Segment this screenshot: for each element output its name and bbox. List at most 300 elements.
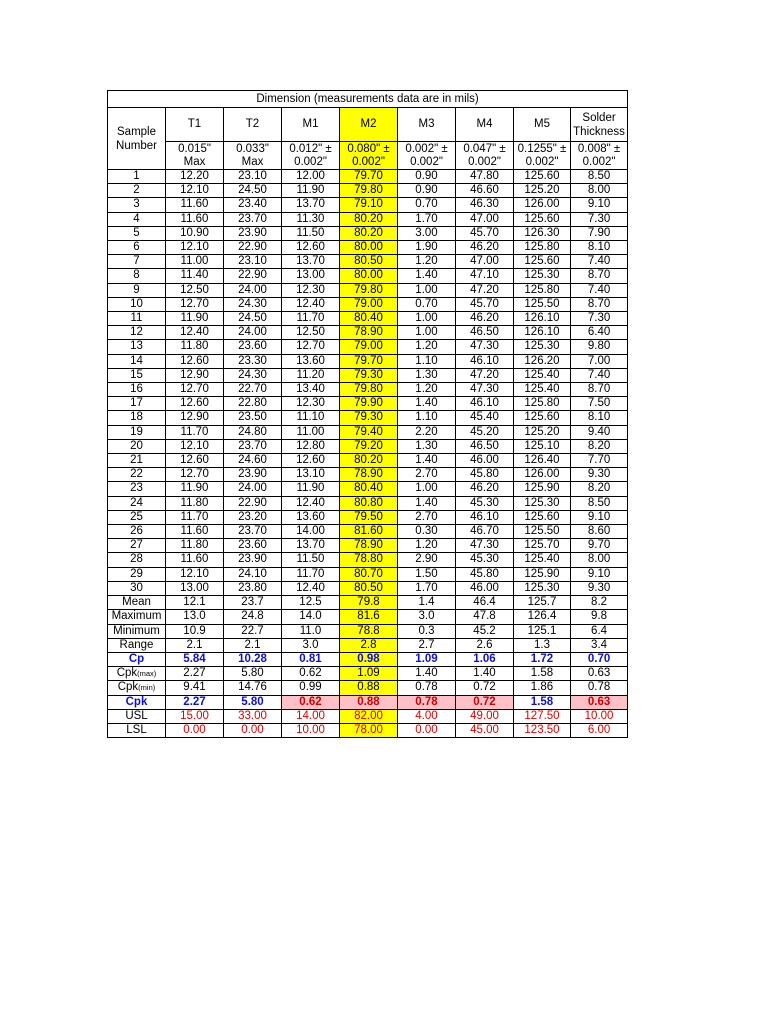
table-cell: 2.1 [166,638,224,652]
table-cell: 1.20 [398,383,456,397]
table-cell: 80.80 [340,496,398,510]
table-cell: 0.78 [571,681,628,695]
dimension-table [107,90,628,738]
table-row [108,454,628,468]
table-cell: 49.00 [456,709,514,723]
table-row [108,212,628,226]
table-cell: 125.60 [514,510,571,524]
table-cell: 79.50 [340,510,398,524]
table-row [108,425,628,439]
table-cell: 13.00 [166,581,224,595]
table-cell: 10.28 [224,652,282,666]
table-cell: 11.70 [166,425,224,439]
minimum-row [108,624,628,638]
row-label: 18 [108,411,166,425]
table-cell: 0.63 [571,695,628,709]
table-cell: 3.0 [398,610,456,624]
row-label: 22 [108,468,166,482]
table-cell: 12.60 [166,354,224,368]
table-cell: 126.30 [514,226,571,240]
table-cell: 125.50 [514,297,571,311]
table-cell: 12.30 [282,283,340,297]
table-cell: 11.60 [166,212,224,226]
table-cell: 1.40 [398,667,456,681]
row-label: 8 [108,269,166,283]
table-row [108,411,628,425]
table-cell: 0.72 [456,695,514,709]
table-cell: 79.80 [340,383,398,397]
table-cell: 1.90 [398,241,456,255]
table-cell: 8.00 [571,184,628,198]
table-cell: 11.00 [166,255,224,269]
table-cell: 78.80 [340,553,398,567]
table-cell: 13.70 [282,539,340,553]
table-cell: 45.70 [456,297,514,311]
table-row [108,184,628,198]
table-cell: 1.40 [398,269,456,283]
table-cell: 126.4 [514,610,571,624]
table-cell: 2.1 [224,638,282,652]
table-cell: 12.60 [166,454,224,468]
table-cell: 1.09 [340,667,398,681]
row-label: 26 [108,525,166,539]
table-cell: 79.70 [340,170,398,184]
table-cell: 80.70 [340,567,398,581]
table-row [108,383,628,397]
table-cell: 47.30 [456,340,514,354]
table-row [108,255,628,269]
table-cell: 125.40 [514,383,571,397]
cpk-max-row [108,667,628,681]
row-label: 30 [108,581,166,595]
table-cell: 11.90 [282,482,340,496]
table-cell: 80.20 [340,454,398,468]
cpk-sub-label: (max) [137,669,157,679]
table-cell: 1.86 [514,681,571,695]
row-label: 13 [108,340,166,354]
table-cell: 9.41 [166,681,224,695]
table-cell: 125.60 [514,255,571,269]
table-cell: 9.80 [571,340,628,354]
table-cell: 46.10 [456,510,514,524]
row-label: 2 [108,184,166,198]
table-cell: 125.30 [514,269,571,283]
row-label: 27 [108,539,166,553]
table-cell: 7.40 [571,255,628,269]
row-label: 1 [108,170,166,184]
table-row [108,496,628,510]
table-cell: 47.10 [456,269,514,283]
row-label: 4 [108,212,166,226]
table-cell: 12.60 [282,454,340,468]
table-cell: 125.60 [514,170,571,184]
table-cell: 1.00 [398,482,456,496]
row-label: 10 [108,297,166,311]
table-cell: 0.70 [398,297,456,311]
table-cell: 80.20 [340,226,398,240]
table-cell: 46.30 [456,198,514,212]
row-label: Range [108,638,166,652]
table-cell: 79.00 [340,297,398,311]
table-cell: 9.10 [571,567,628,581]
table-cell: 11.90 [166,482,224,496]
table-cell: 24.80 [224,425,282,439]
table-cell: 13.60 [282,354,340,368]
column-header: M2 [340,108,398,142]
table-cell: 0.78 [398,681,456,695]
table-cell: 125.50 [514,525,571,539]
table-cell: 22.90 [224,496,282,510]
table-cell: 79.80 [340,184,398,198]
table-cell: 7.90 [571,226,628,240]
table-cell: 0.00 [398,723,456,737]
table-row [108,539,628,553]
table-cell: 0.88 [340,695,398,709]
table-cell: 13.10 [282,468,340,482]
table-cell: 79.30 [340,368,398,382]
table-cell: 78.90 [340,539,398,553]
table-cell: 13.60 [282,510,340,524]
table-cell: 12.40 [282,496,340,510]
table-cell: 47.80 [456,170,514,184]
table-cell: 11.10 [282,411,340,425]
table-row [108,553,628,567]
column-spec: 0.1255" ± 0.002" [514,142,571,170]
table-cell: 1.4 [398,596,456,610]
table-cell: 1.70 [398,581,456,595]
table-row [108,482,628,496]
table-cell: 23.70 [224,439,282,453]
table-row [108,170,628,184]
column-spec: 0.012" ± 0.002" [282,142,340,170]
table-cell: 47.20 [456,368,514,382]
row-label: Cpk [108,695,166,709]
table-cell: 12.10 [166,567,224,581]
table-cell: 125.30 [514,581,571,595]
row-label [108,667,166,681]
row-label: 7 [108,255,166,269]
table-cell: 46.10 [456,354,514,368]
table-row [108,241,628,255]
table-cell: 2.70 [398,468,456,482]
table-row [108,567,628,581]
table-cell: 22.70 [224,383,282,397]
table-cell: 11.70 [166,510,224,524]
table-cell: 1.10 [398,354,456,368]
table-cell: 12.40 [282,581,340,595]
row-label: 15 [108,368,166,382]
table-cell: 47.30 [456,539,514,553]
row-label: 19 [108,425,166,439]
table-row [108,198,628,212]
table-cell: 11.60 [166,198,224,212]
table-cell: 125.40 [514,553,571,567]
table-row [108,397,628,411]
table-cell: 23.40 [224,198,282,212]
table-cell: 23.90 [224,553,282,567]
table-row [108,340,628,354]
table-cell: 7.00 [571,354,628,368]
table-cell: 125.80 [514,397,571,411]
table-cell: 4.00 [398,709,456,723]
table-cell: 80.50 [340,255,398,269]
cp-row [108,652,628,666]
table-cell: 23.90 [224,468,282,482]
table-cell: 10.00 [282,723,340,737]
table-cell: 12.90 [166,368,224,382]
table-cell: 125.90 [514,482,571,496]
table-cell: 11.40 [166,269,224,283]
table-cell: 24.00 [224,326,282,340]
table-cell: 8.2 [571,596,628,610]
cpk-row [108,695,628,709]
table-cell: 45.2 [456,624,514,638]
table-cell: 24.00 [224,482,282,496]
table-cell: 79.30 [340,411,398,425]
table-cell: 12.40 [282,297,340,311]
table-cell: 0.70 [398,198,456,212]
table-cell: 45.30 [456,496,514,510]
table-cell: 79.00 [340,340,398,354]
column-header: T2 [224,108,282,142]
table-row [108,297,628,311]
table-cell: 23.70 [224,212,282,226]
table-cell: 11.90 [282,184,340,198]
table-cell: 0.62 [282,695,340,709]
table-cell: 12.70 [166,383,224,397]
table-cell: 79.8 [340,596,398,610]
column-header: M5 [514,108,571,142]
table-cell: 22.90 [224,269,282,283]
table-cell: 0.99 [282,681,340,695]
row-label: 14 [108,354,166,368]
table-cell: 125.30 [514,340,571,354]
table-cell: 15.00 [166,709,224,723]
row-label: 5 [108,226,166,240]
table-cell: 46.10 [456,397,514,411]
table-cell: 24.50 [224,184,282,198]
table-row [108,468,628,482]
table-cell: 23.10 [224,255,282,269]
table-row [108,312,628,326]
row-label: 9 [108,283,166,297]
table-cell: 14.76 [224,681,282,695]
table-cell: 24.30 [224,368,282,382]
table-cell: 12.50 [282,326,340,340]
table-cell: 11.80 [166,539,224,553]
table-cell: 24.30 [224,297,282,311]
lsl-row [108,723,628,737]
table-cell: 13.40 [282,383,340,397]
row-label: 16 [108,383,166,397]
table-cell: 81.60 [340,525,398,539]
column-header: M4 [456,108,514,142]
table-cell: 1.20 [398,340,456,354]
table-cell: 1.40 [398,397,456,411]
table-cell: 47.00 [456,255,514,269]
table-cell: 126.00 [514,468,571,482]
row-label: Minimum [108,624,166,638]
table-cell: 126.40 [514,454,571,468]
table-cell: 33.00 [224,709,282,723]
table-cell: 0.00 [166,723,224,737]
table-cell: 23.60 [224,539,282,553]
table-cell: 12.50 [166,283,224,297]
table-cell: 79.10 [340,198,398,212]
table-cell: 10.9 [166,624,224,638]
table-cell: 1.58 [514,667,571,681]
table-cell: 79.80 [340,283,398,297]
column-spec: 0.008" ± 0.002" [571,142,628,170]
table-cell: 78.90 [340,468,398,482]
table-cell: 9.30 [571,581,628,595]
table-cell: 0.90 [398,184,456,198]
table-cell: 23.90 [224,226,282,240]
row-label: LSL [108,723,166,737]
table-cell: 47.00 [456,212,514,226]
table-cell: 23.10 [224,170,282,184]
row-label: Maximum [108,610,166,624]
table-row [108,226,628,240]
table-cell: 22.7 [224,624,282,638]
row-label: Mean [108,596,166,610]
table-cell: 12.1 [166,596,224,610]
table-cell: 47.30 [456,383,514,397]
row-label: Cp [108,652,166,666]
table-cell: 126.00 [514,198,571,212]
table-cell: 45.00 [456,723,514,737]
table-cell: 0.30 [398,525,456,539]
column-spec: 0.015" Max [166,142,224,170]
table-cell: 10.00 [571,709,628,723]
table-cell: 125.80 [514,283,571,297]
table-row [108,283,628,297]
table-cell: 125.20 [514,184,571,198]
table-cell: 24.10 [224,567,282,581]
table-cell: 12.60 [282,241,340,255]
table-cell: 7.30 [571,312,628,326]
table-cell: 125.60 [514,212,571,226]
table-cell: 125.70 [514,539,571,553]
usl-row [108,709,628,723]
table-cell: 47.20 [456,283,514,297]
cpk-sub-label: (min) [138,683,156,693]
column-spec: 0.080" ± 0.002" [340,142,398,170]
table-cell: 1.00 [398,326,456,340]
table-cell: 45.30 [456,553,514,567]
table-cell: 8.70 [571,297,628,311]
table-cell: 11.50 [282,226,340,240]
table-cell: 126.10 [514,326,571,340]
table-cell: 0.98 [340,652,398,666]
row-label: 24 [108,496,166,510]
table-cell: 12.20 [166,170,224,184]
table-cell: 8.70 [571,383,628,397]
table-cell: 23.70 [224,525,282,539]
range-row [108,638,628,652]
table-cell: 46.4 [456,596,514,610]
table-cell: 78.8 [340,624,398,638]
table-row [108,439,628,453]
table-cell: 82.00 [340,709,398,723]
table-title: Dimension (measurements data are in mils) [108,91,628,108]
row-label: 20 [108,439,166,453]
table-cell: 125.90 [514,567,571,581]
table-cell: 1.30 [398,439,456,453]
table-row [108,269,628,283]
table-cell: 126.20 [514,354,571,368]
table-cell: 7.50 [571,397,628,411]
table-cell: 0.78 [398,695,456,709]
mean-row [108,596,628,610]
table-cell: 1.20 [398,539,456,553]
sample-number-header: Sample Number [108,108,166,170]
table-cell: 12.5 [282,596,340,610]
column-spec: 0.047" ± 0.002" [456,142,514,170]
table-cell: 9.10 [571,510,628,524]
table-cell: 23.7 [224,596,282,610]
row-label: 3 [108,198,166,212]
table-cell: 10.90 [166,226,224,240]
table-cell: 0.00 [224,723,282,737]
table-cell: 11.60 [166,553,224,567]
table-cell: 0.62 [282,667,340,681]
table-cell: 2.70 [398,510,456,524]
table-cell: 2.90 [398,553,456,567]
table-cell: 23.20 [224,510,282,524]
table-cell: 45.80 [456,567,514,581]
table-cell: 12.40 [166,326,224,340]
table-cell: 9.8 [571,610,628,624]
table-cell: 11.20 [282,368,340,382]
table-row [108,326,628,340]
table-cell: 46.00 [456,581,514,595]
table-cell: 23.80 [224,581,282,595]
table-cell: 0.72 [456,681,514,695]
table-cell: 1.72 [514,652,571,666]
table-cell: 11.50 [282,553,340,567]
row-label: 17 [108,397,166,411]
column-header: T1 [166,108,224,142]
table-row [108,510,628,524]
table-row [108,525,628,539]
table-cell: 126.10 [514,312,571,326]
table-row [108,581,628,595]
table-cell: 13.00 [282,269,340,283]
table-cell: 11.90 [166,312,224,326]
table-cell: 81.6 [340,610,398,624]
table-cell: 127.50 [514,709,571,723]
table-cell: 22.80 [224,397,282,411]
table-cell: 8.20 [571,439,628,453]
table-cell: 12.10 [166,439,224,453]
table-cell: 12.70 [282,340,340,354]
table-cell: 6.00 [571,723,628,737]
table-cell: 0.88 [340,681,398,695]
table-cell: 9.30 [571,468,628,482]
table-cell: 8.50 [571,170,628,184]
row-label: 28 [108,553,166,567]
column-spec: 0.033" Max [224,142,282,170]
table-cell: 46.20 [456,241,514,255]
table-cell: 9.40 [571,425,628,439]
table-cell: 2.27 [166,695,224,709]
table-cell: 2.7 [398,638,456,652]
table-cell: 12.80 [282,439,340,453]
table-cell: 125.1 [514,624,571,638]
table-cell: 80.00 [340,269,398,283]
table-cell: 79.20 [340,439,398,453]
